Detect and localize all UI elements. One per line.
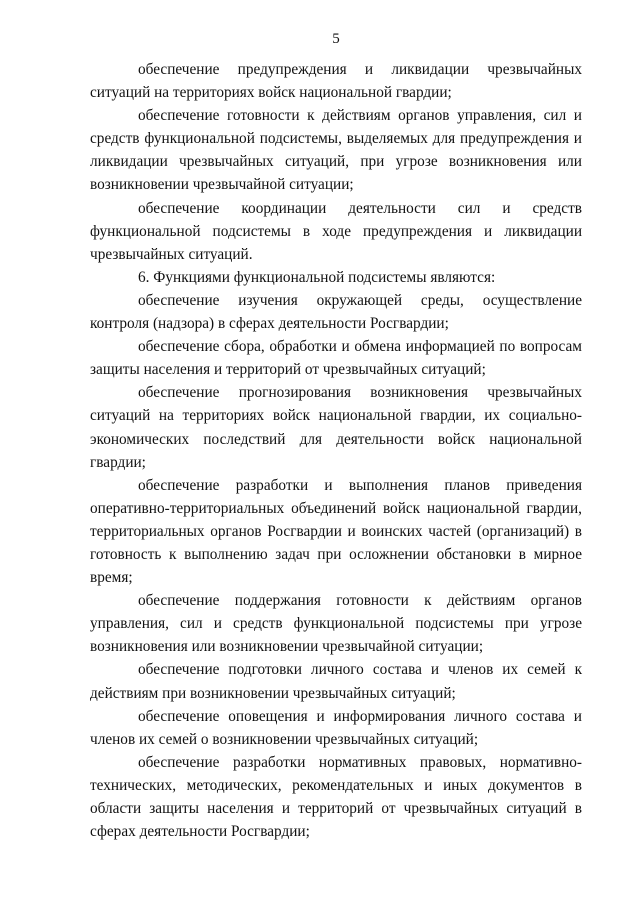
paragraph-3: обеспечение координации деятельности сил и средств функциональной подсистемы в ходе предупреждения и ликвидации чрезвычайных ситуаций. [90, 199, 582, 263]
paragraph-8: обеспечение разработки и выполнения планов приведения оперативно-территориальных объединений войск национальной гвардии, территориальных органов Росгвардии и воинских частей (организаций) в готовность к выполнению задач при осложнении обстановки в мирное время; [90, 476, 582, 587]
paragraph-5: обеспечение изучения окружающей среды, осуществление контроля (надзора) в сферах деятельности Росгвардии; [90, 291, 582, 333]
paragraph-12: обеспечение разработки нормативных правовых, нормативно-технических, методических, рекомендательных и иных документов в области защиты населения и территорий от чрезвычайных ситуаций в сферах деятельности Росгвардии; [90, 753, 582, 841]
paragraph-9: обеспечение поддержания готовности к действиям органов управления, сил и средств функциональной подсистемы при угрозе возникновения или возникновении чрезвычайной ситуации; [90, 592, 582, 656]
paragraph-10: обеспечение подготовки личного состава и членов их семей к действиям при возникновении чрезвычайных ситуаций; [90, 661, 582, 702]
paragraph-2: обеспечение готовности к действиям органов управления, сил и средств функциональной подсистемы, выделяемых для предупреждения и ликвидации чрезвычайных ситуаций, при угрозе возникновения или возникновении чрезвычайной ситуации; [90, 107, 582, 194]
page-number: 5 [332, 31, 340, 47]
paragraph-11: обеспечение оповещения и информирования личного состава и членов их семей о возникновении чрезвычайных ситуаций; [90, 707, 582, 748]
section-heading-6: 6. Функциями функциональной подсистемы являются: [138, 268, 496, 286]
paragraph-7: обеспечение прогнозирования возникновения чрезвычайных ситуаций на территориях войск национальной гвардии, их социально-экономических последствий для деятельности войск национальной гвардии; [90, 384, 582, 471]
paragraph-6: обеспечение сбора, обработки и обмена информацией по вопросам защиты населения и территорий от чрезвычайных ситуаций; [90, 338, 582, 379]
document-body [90, 58, 582, 843]
paragraph-1: обеспечение предупреждения и ликвидации чрезвычайных ситуаций на территориях войск национальной гвардии; [90, 61, 582, 102]
